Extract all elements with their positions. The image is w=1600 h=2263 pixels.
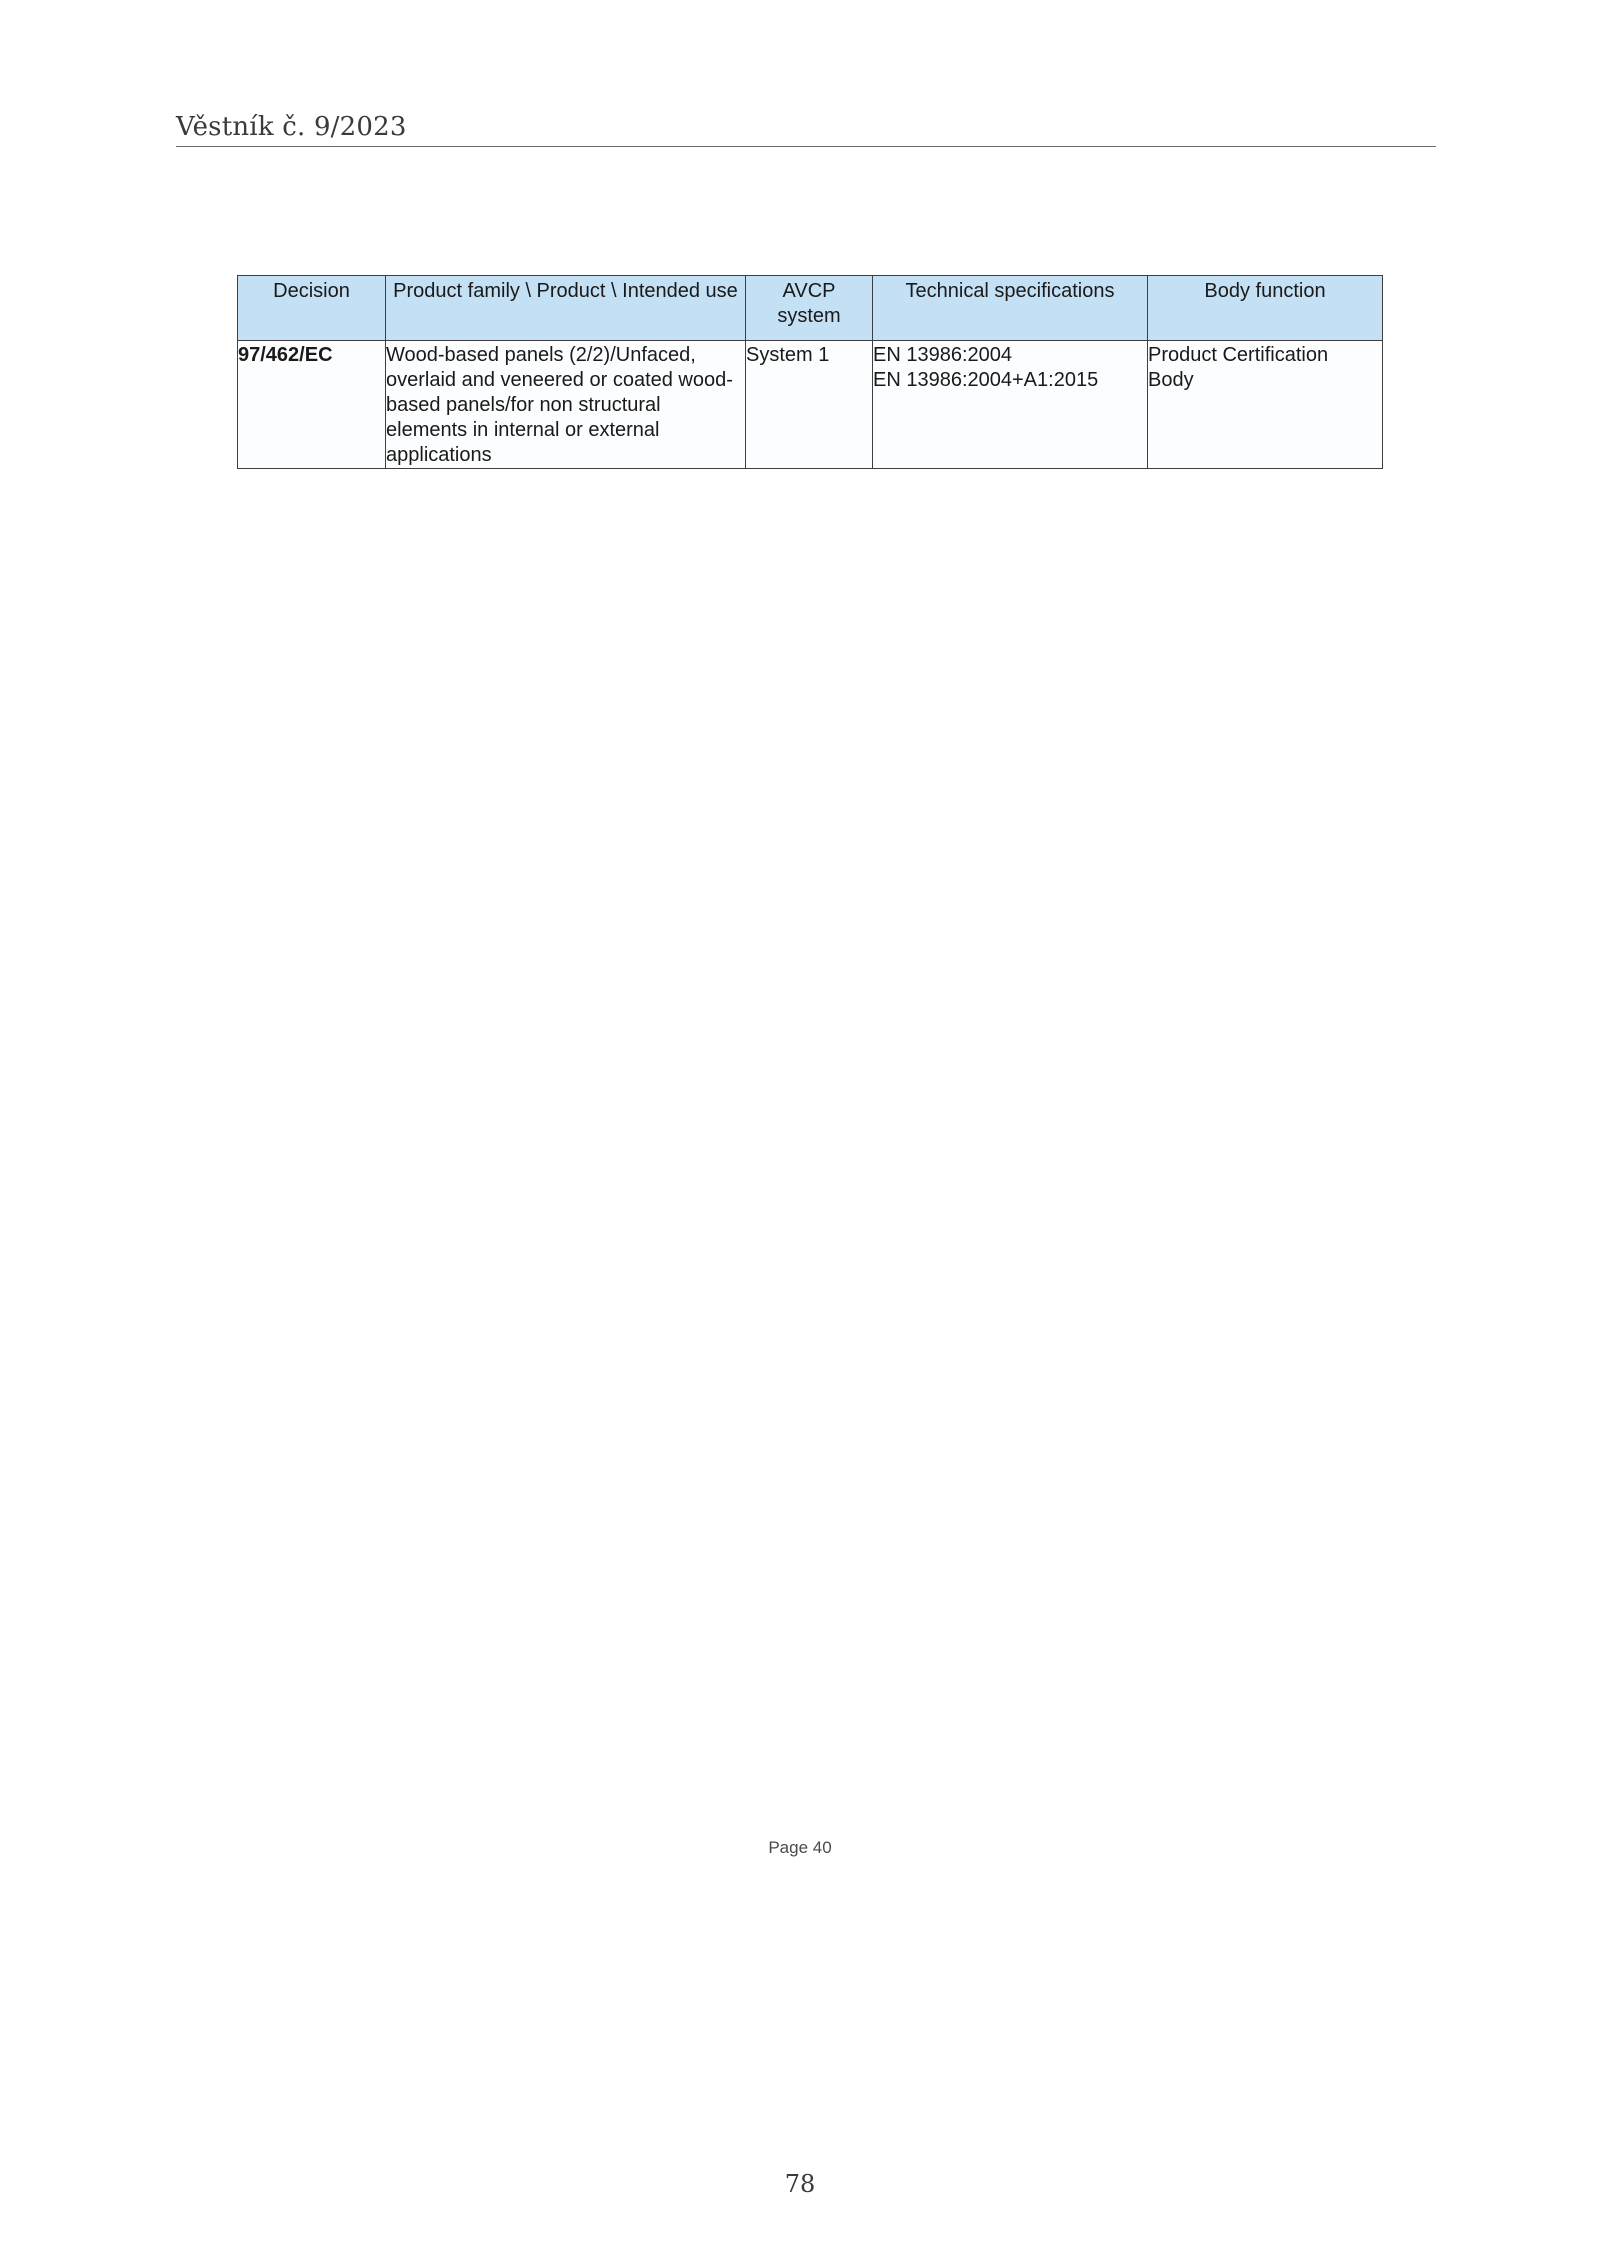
column-header-body-function: Body function [1148, 276, 1383, 341]
column-header-product: Product family \ Product \ Intended use [386, 276, 746, 341]
source-page-label: Page 40 [768, 1838, 832, 1857]
decision-table-container [237, 275, 1382, 469]
decision-table [237, 275, 1383, 469]
header-divider [176, 146, 1436, 147]
column-header-specifications: Technical specifications [873, 276, 1148, 341]
page-number: 78 [784, 2170, 816, 2198]
table-row [238, 341, 1383, 469]
column-header-decision: Decision [238, 276, 386, 341]
table-header-row [238, 276, 1383, 341]
cell-avcp: System 1 [746, 341, 873, 469]
cell-decision: 97/462/EC [238, 341, 386, 469]
column-header-avcp: AVCP system [746, 276, 873, 341]
cell-body-function: Product Certification Body [1148, 341, 1383, 469]
running-header-title: Věstník č. 9/2023 [176, 112, 407, 142]
cell-specifications: EN 13986:2004 EN 13986:2004+A1:2015 [873, 341, 1148, 469]
cell-product: Wood-based panels (2/2)/Unfaced, overlaid and veneered or coated wood-based panels/for non structural elements in internal or external applications [386, 341, 746, 469]
